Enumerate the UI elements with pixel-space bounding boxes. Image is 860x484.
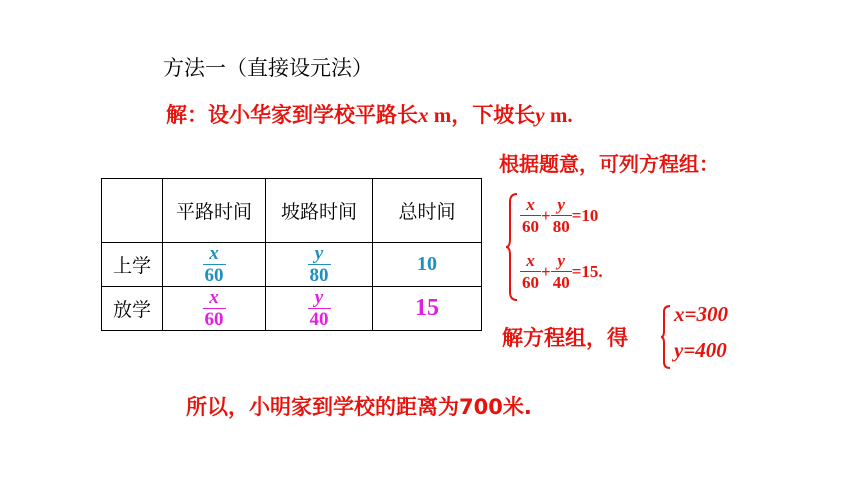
- table-header-row: [102, 179, 482, 243]
- cell-total-leave: 15: [373, 287, 482, 331]
- cell-flat-leave: [163, 287, 266, 331]
- equation-intro: 根据题意，可列方程组：: [499, 152, 719, 176]
- header-total-time: 总时间: [373, 179, 482, 243]
- var-y: y: [535, 103, 545, 127]
- solution-x: x=300: [674, 302, 728, 326]
- fraction: $\frac{x}{60}$: [204, 287, 224, 330]
- fraction: $\frac{x}{60}$: [204, 243, 224, 286]
- fraction: $\frac{y}{80}$: [309, 243, 329, 286]
- fraction: $\frac{x}{60}$: [522, 195, 539, 236]
- fraction: $\frac{y}{80}$: [552, 195, 570, 236]
- equation-2: [520, 252, 603, 291]
- cell-slope-leave: [266, 287, 373, 331]
- cell-slope-go: [266, 243, 373, 287]
- time-table: [101, 178, 482, 331]
- var-x: x: [418, 103, 429, 127]
- left-brace-icon: [660, 304, 672, 370]
- equation-rhs: =10: [571, 205, 599, 225]
- left-brace-icon: [505, 192, 519, 302]
- equation-1: [520, 196, 598, 235]
- row-label-leave-school: 放学: [102, 287, 163, 331]
- conclusion: 所以，小明家到学校的距离为700米.: [186, 395, 532, 419]
- table-row: [102, 287, 482, 331]
- row-label-go-school: 上学: [102, 243, 163, 287]
- solve-text: 解方程组，得: [502, 326, 628, 350]
- solution-y: y=400: [674, 338, 727, 362]
- cell-flat-go: [163, 243, 266, 287]
- solution-setup-line: [166, 99, 573, 129]
- fraction: $\frac{y}{40}$: [309, 287, 329, 330]
- cell-total-go: 10: [373, 243, 482, 287]
- equation-rhs: =15.: [571, 261, 603, 281]
- method-title: 方法一（直接设元法）: [163, 56, 373, 80]
- header-flat-time: 平路时间: [163, 179, 266, 243]
- unit-text-1: m，下坡长: [428, 103, 536, 127]
- table-row: [102, 243, 482, 287]
- unit-text-2: m.: [544, 103, 573, 127]
- fraction: $\frac{x}{60}$: [522, 251, 539, 292]
- solution-prefix: 解：设小华家到学校平路长: [166, 103, 418, 127]
- table-header-empty: [102, 179, 163, 243]
- plus-sign: +: [541, 205, 551, 225]
- fraction: $\frac{y}{40}$: [552, 251, 570, 292]
- header-slope-time: 坡路时间: [266, 179, 373, 243]
- plus-sign: +: [541, 261, 551, 281]
